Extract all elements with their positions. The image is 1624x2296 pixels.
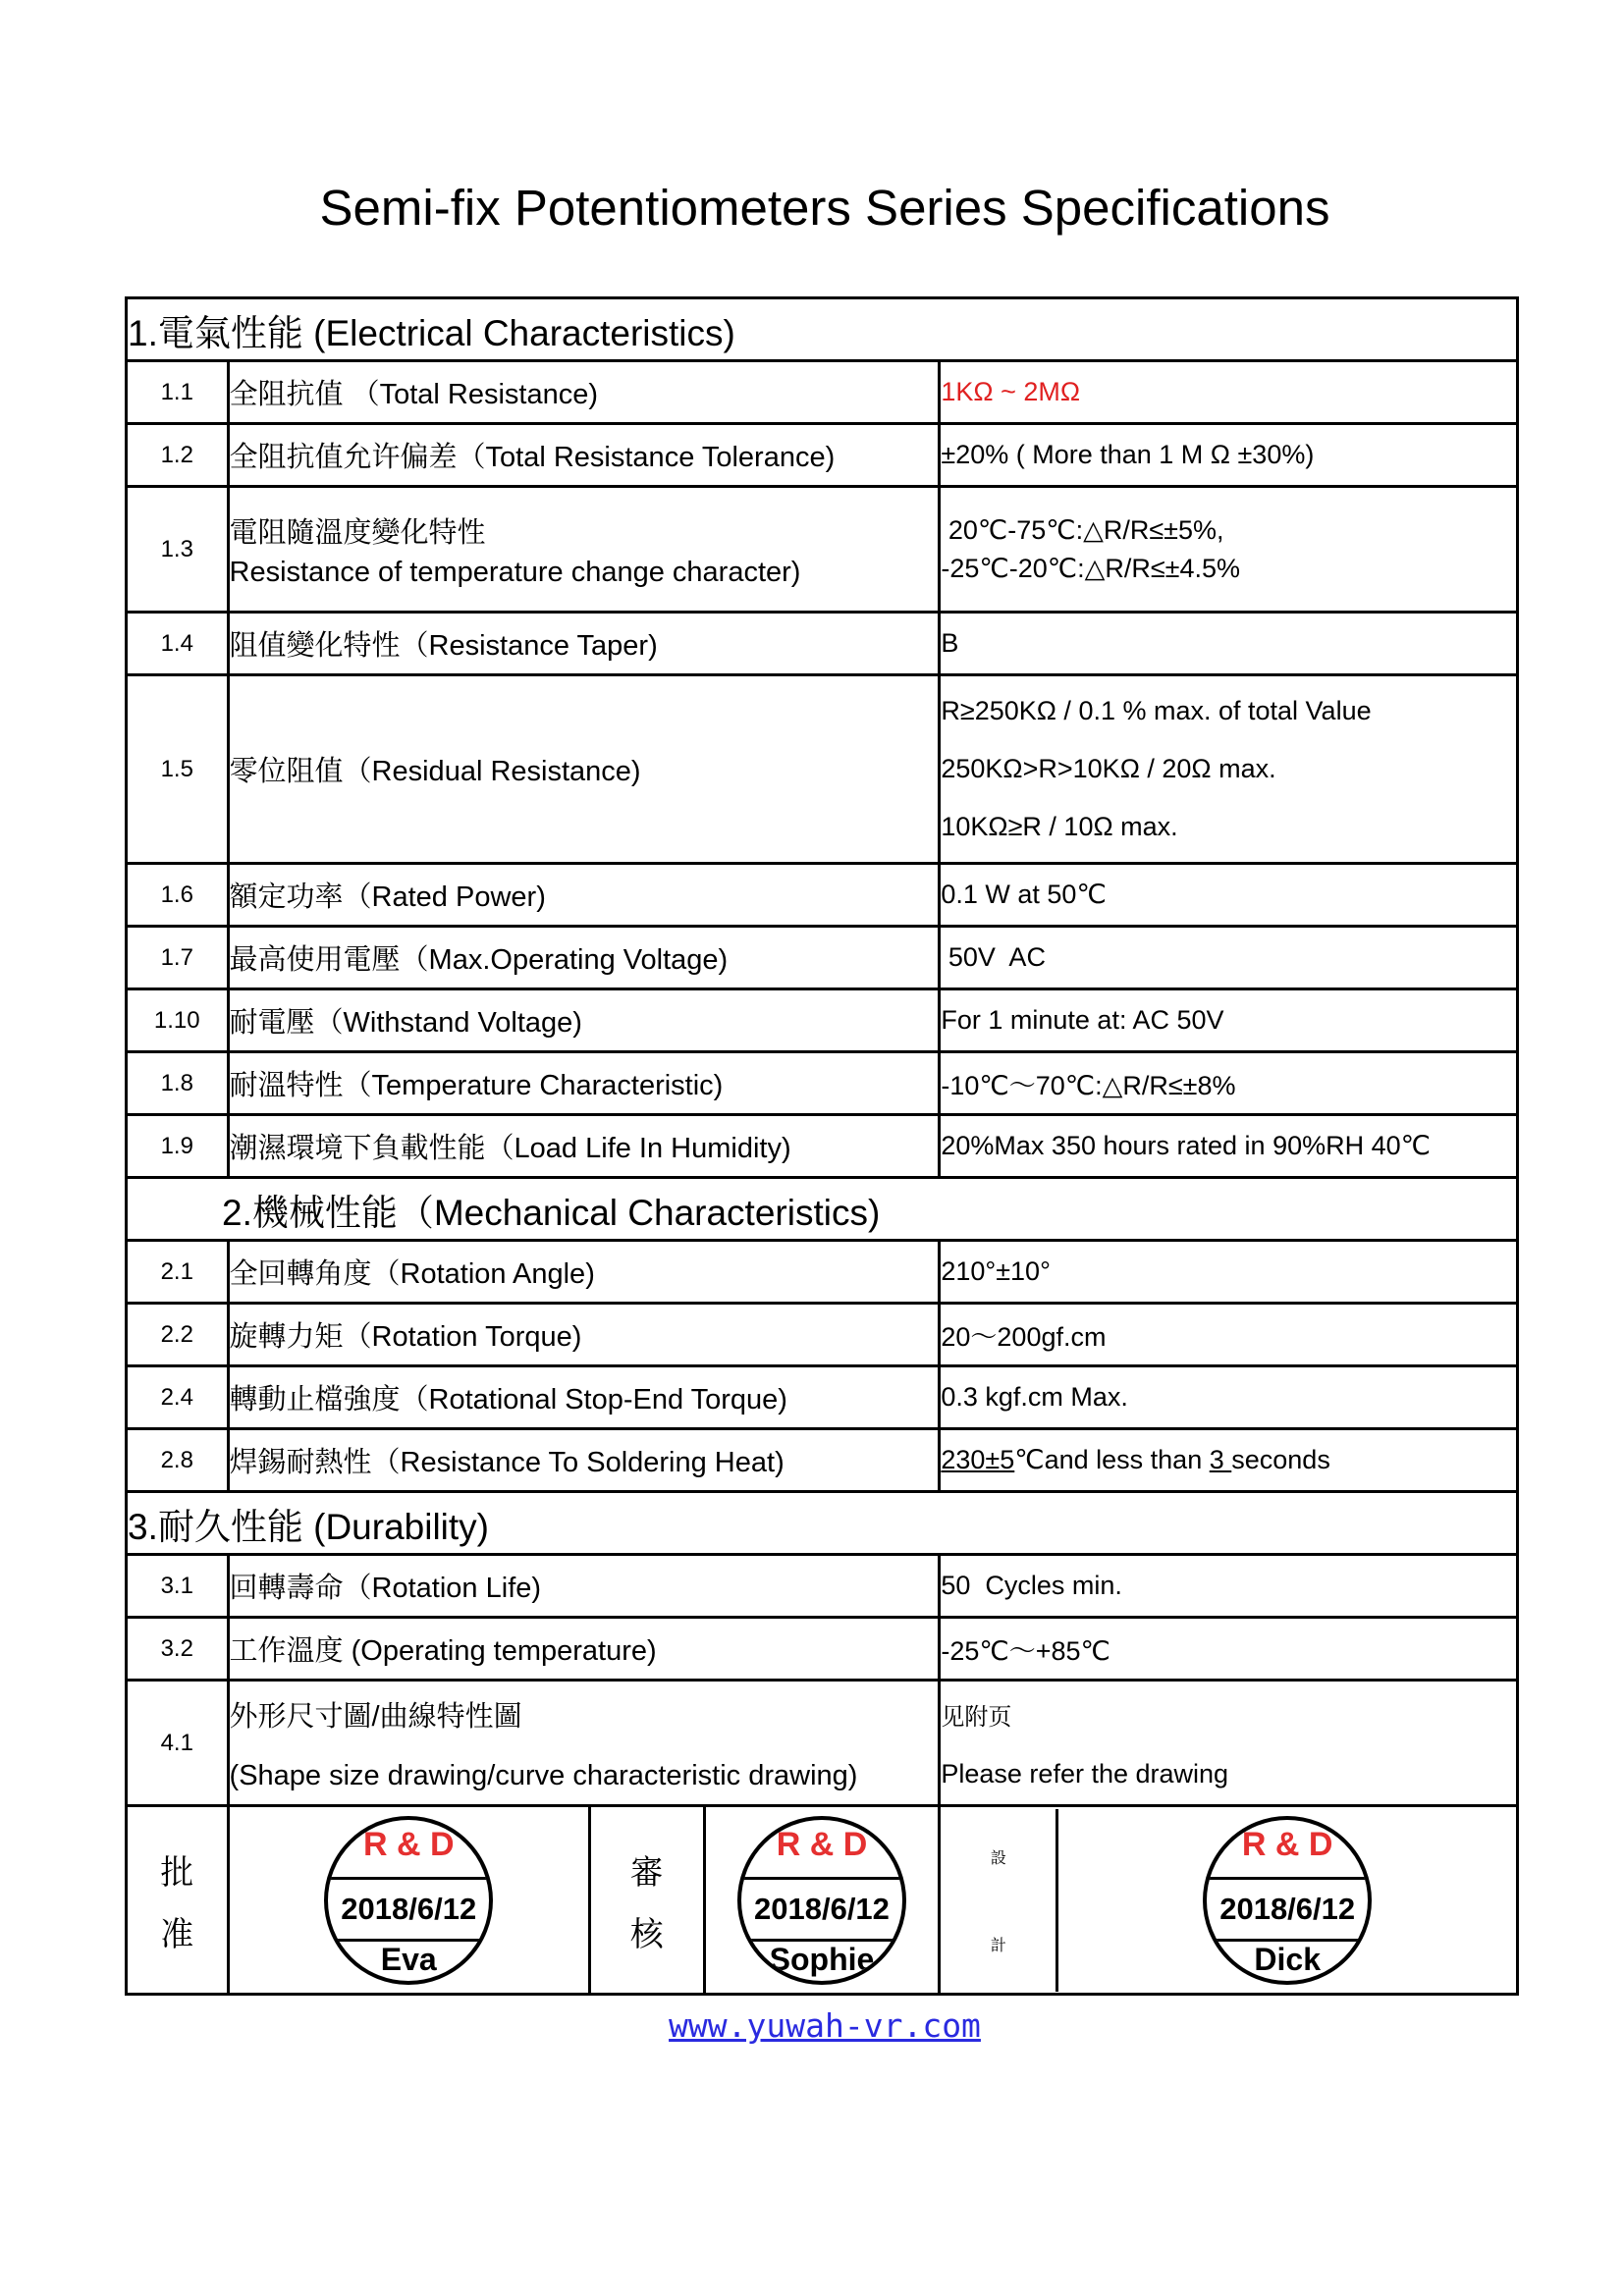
table-row: [127, 613, 1518, 675]
row-value-line: 20℃-75℃:△R/R≤±5%,: [941, 514, 1224, 545]
approve-char: 批: [160, 1853, 194, 1892]
spec-table: [125, 296, 1519, 1996]
row-name: 阻值變化特性（Resistance Taper): [228, 613, 940, 675]
row-value: [940, 675, 1518, 864]
row-name: 焊錫耐熱性（Resistance To Soldering Heat): [228, 1429, 940, 1492]
row-value: 0.3 kgf.cm Max.: [940, 1366, 1518, 1429]
row-name-line: 外形尺寸圖/曲線特性圖: [229, 1700, 522, 1733]
row-name: 回轉壽命（Rotation Life): [228, 1555, 940, 1618]
stamp-dept: R & D: [362, 1825, 455, 1863]
row-number: 1.1: [127, 361, 229, 424]
value-underlined: 3: [1209, 1445, 1232, 1474]
design-label: [941, 1809, 1058, 1992]
section-heading-mechanical: 2.機械性能（Mechanical Characteristics): [127, 1178, 1518, 1241]
stamp-date: 2018/6/12: [324, 1877, 493, 1942]
table-row: [127, 1366, 1518, 1429]
row-number: 3.2: [127, 1618, 229, 1681]
row-value-line: R≥250KΩ / 0.1 % max. of total Value: [941, 696, 1372, 725]
page-title: Semi-fix Potentiometers Series Specifications: [319, 180, 1330, 236]
stamp-date: 2018/6/12: [1203, 1877, 1372, 1942]
design-char: 計: [990, 1937, 1006, 1954]
rd-stamp: [324, 1816, 493, 1985]
row-name: 全阻抗值允许偏差（Total Resistance Tolerance): [228, 424, 940, 487]
table-row: [127, 1618, 1518, 1681]
row-value: 0.1 W at 50℃: [940, 864, 1518, 927]
row-name: 轉動止檔強度（Rotational Stop-End Torque): [228, 1366, 940, 1429]
row-name: [228, 1681, 940, 1806]
rd-stamp: [1203, 1816, 1372, 1985]
row-value: [940, 487, 1518, 613]
row-value: ±20% ( More than 1 M Ω ±30%): [940, 424, 1518, 487]
table-row: [127, 989, 1518, 1052]
row-name: 全回轉角度（Rotation Angle): [228, 1241, 940, 1304]
section-heading-durability: 3.耐久性能 (Durability): [127, 1492, 1518, 1555]
table-row: [127, 864, 1518, 927]
approve-label: [127, 1806, 229, 1995]
stamp-dept: R & D: [1241, 1825, 1333, 1863]
row-value: 20%Max 350 hours rated in 90%RH 40℃: [940, 1115, 1518, 1178]
row-name: 耐溫特性（Temperature Characteristic): [228, 1052, 940, 1115]
table-row: [127, 927, 1518, 989]
row-name: 零位阻值（Residual Resistance): [228, 675, 940, 864]
stamp-name: Dick: [1254, 1941, 1321, 1977]
row-value: B: [940, 613, 1518, 675]
row-name-line: 電阻隨溫度變化特性: [229, 516, 486, 549]
row-name-line: (Shape size drawing/curve characteristic drawing): [229, 1759, 858, 1791]
row-number: 1.6: [127, 864, 229, 927]
row-value-line: 250KΩ>R>10KΩ / 20Ω max.: [941, 754, 1276, 783]
row-value: 1KΩ ~ 2MΩ: [940, 361, 1518, 424]
row-name: 潮濕環境下負載性能（Load Life In Humidity): [228, 1115, 940, 1178]
table-row: [127, 487, 1518, 613]
row-value: [940, 1681, 1518, 1806]
table-row: [127, 361, 1518, 424]
row-name: 全阻抗值 （Total Resistance): [228, 361, 940, 424]
review-label: [589, 1806, 704, 1995]
stamp-date: 2018/6/12: [737, 1877, 906, 1942]
row-value: 210°±10°: [940, 1241, 1518, 1304]
row-number: 2.1: [127, 1241, 229, 1304]
row-value: [940, 1429, 1518, 1492]
signature-row: [127, 1806, 1518, 1995]
row-name-line: Resistance of temperature change character): [229, 556, 801, 588]
row-value: -10℃～70℃:△R/R≤±8%: [940, 1052, 1518, 1115]
review-char: 審: [629, 1853, 664, 1892]
stamp-name: Eva: [380, 1941, 437, 1977]
row-name: 最高使用電壓（Max.Operating Voltage): [228, 927, 940, 989]
stamp-name: Sophie: [769, 1941, 875, 1977]
row-value: -25℃～+85℃: [940, 1618, 1518, 1681]
approve-stamp-cell: [228, 1806, 589, 1995]
review-char: 核: [629, 1915, 664, 1953]
table-row: [127, 1304, 1518, 1366]
row-value-line: -25℃-20℃:△R/R≤±4.5%: [941, 553, 1241, 583]
stamp-dept: R & D: [776, 1825, 868, 1863]
rd-stamp: [737, 1816, 906, 1985]
row-value-line: 见附页: [941, 1703, 1012, 1731]
row-number: 2.4: [127, 1366, 229, 1429]
design-stamp-cell: [1058, 1809, 1516, 1992]
table-row: [127, 675, 1518, 864]
row-value: 20～200gf.cm: [940, 1304, 1518, 1366]
table-row: [127, 1555, 1518, 1618]
design-char: 設: [990, 1849, 1006, 1867]
row-name: 額定功率（Rated Power): [228, 864, 940, 927]
row-name: 旋轉力矩（Rotation Torque): [228, 1304, 940, 1366]
row-value-line: 10KΩ≥R / 10Ω max.: [941, 812, 1178, 841]
row-name: [228, 487, 940, 613]
row-number: 2.8: [127, 1429, 229, 1492]
row-number: 1.5: [127, 675, 229, 864]
row-number: 1.7: [127, 927, 229, 989]
row-number: 4.1: [127, 1681, 229, 1806]
row-value-line: Please refer the drawing: [941, 1758, 1229, 1789]
row-number: 1.9: [127, 1115, 229, 1178]
table-row: [127, 1241, 1518, 1304]
row-number: 1.2: [127, 424, 229, 487]
row-number: 1.4: [127, 613, 229, 675]
design-cell: [940, 1806, 1518, 1995]
table-row: [127, 1115, 1518, 1178]
row-number: 1.3: [127, 487, 229, 613]
row-value: For 1 minute at: AC 50V: [940, 989, 1518, 1052]
table-row: [127, 424, 1518, 487]
value-text: seconds: [1231, 1445, 1330, 1474]
row-value: 50 Cycles min.: [940, 1555, 1518, 1618]
row-number: 1.8: [127, 1052, 229, 1115]
website-link[interactable]: www.yuwah-vr.com: [669, 2006, 981, 2045]
value-text: ℃and less than: [1014, 1445, 1210, 1474]
row-number: 3.1: [127, 1555, 229, 1618]
row-name: 工作溫度 (Operating temperature): [228, 1618, 940, 1681]
table-row: [127, 1052, 1518, 1115]
table-row: [127, 1681, 1518, 1806]
section-heading-electrical: 1.電氣性能 (Electrical Characteristics): [127, 298, 1518, 361]
review-stamp-cell: [704, 1806, 940, 1995]
value-underlined: 230±5: [941, 1445, 1015, 1474]
row-value: 50V AC: [940, 927, 1518, 989]
row-number: 2.2: [127, 1304, 229, 1366]
approve-char: 准: [160, 1915, 194, 1953]
table-row: [127, 1429, 1518, 1492]
row-name: 耐電壓（Withstand Voltage): [228, 989, 940, 1052]
row-number: 1.10: [127, 989, 229, 1052]
